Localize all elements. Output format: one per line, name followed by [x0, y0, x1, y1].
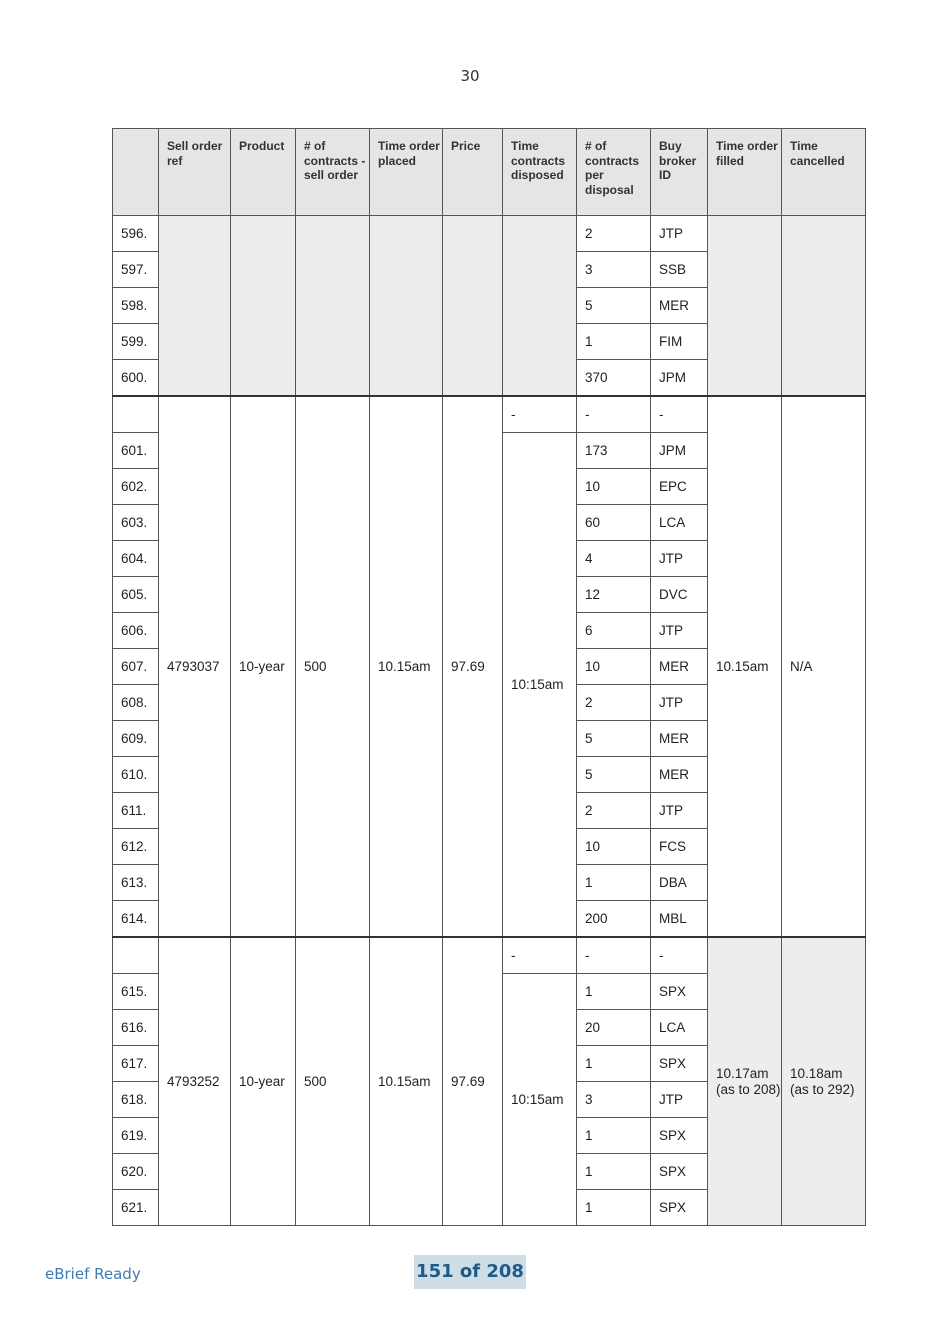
- buy-broker-id: MBL: [651, 901, 708, 938]
- row-number: 605.: [113, 577, 159, 613]
- row-number: 608.: [113, 685, 159, 721]
- row-number: 612.: [113, 829, 159, 865]
- product: 10-year: [231, 396, 296, 937]
- table-row: [113, 216, 866, 252]
- buy-broker-id: JTP: [651, 541, 708, 577]
- row-number: 598.: [113, 288, 159, 324]
- buy-broker-id: JTP: [651, 613, 708, 649]
- row-number: 614.: [113, 901, 159, 938]
- time-filled-value: 10.17am: [716, 1065, 769, 1081]
- contracts-cell: [296, 216, 370, 397]
- contracts-per-disposal: 10: [577, 829, 651, 865]
- product-cell: [231, 216, 296, 397]
- buy-broker-id: LCA: [651, 505, 708, 541]
- contracts-per-disposal: 370: [577, 360, 651, 397]
- header-time-contracts-disposed: Time contracts disposed: [503, 129, 577, 216]
- row-number: [113, 937, 159, 974]
- buy-broker-id: JTP: [651, 793, 708, 829]
- contracts-per-disposal: 10: [577, 649, 651, 685]
- buy-broker-id: EPC: [651, 469, 708, 505]
- time-contracts-disposed: 10:15am: [503, 974, 577, 1226]
- time-order-placed: 10.15am: [370, 396, 443, 937]
- header-buy-broker-id: Buy broker ID: [651, 129, 708, 216]
- row-number: 603.: [113, 505, 159, 541]
- time-order-placed: 10.15am: [370, 937, 443, 1226]
- row-number: 620.: [113, 1154, 159, 1190]
- buy-broker-id: SSB: [651, 252, 708, 288]
- buy-broker-id: MER: [651, 757, 708, 793]
- sell-order-ref: 4793252: [159, 937, 231, 1226]
- contracts-per-disposal: 10: [577, 469, 651, 505]
- row-number: [113, 396, 159, 433]
- sell-order-ref-cell: [159, 216, 231, 397]
- row-number: 596.: [113, 216, 159, 252]
- contracts-per-disposal: 3: [577, 252, 651, 288]
- time-disposed-cell: [503, 216, 577, 397]
- contracts-per-disposal: 1: [577, 1154, 651, 1190]
- contracts-per-disposal: 6: [577, 613, 651, 649]
- product: 10-year: [231, 937, 296, 1226]
- contracts-per-disposal: 2: [577, 216, 651, 252]
- buy-broker-id: -: [651, 396, 708, 433]
- row-number: 604.: [113, 541, 159, 577]
- contracts-per-disposal: 5: [577, 288, 651, 324]
- row-number: 599.: [113, 324, 159, 360]
- row-number: 597.: [113, 252, 159, 288]
- row-number: 615.: [113, 974, 159, 1010]
- buy-broker-id: SPX: [651, 974, 708, 1010]
- buy-broker-id: -: [651, 937, 708, 974]
- row-number: 600.: [113, 360, 159, 397]
- buy-broker-id: JPM: [651, 360, 708, 397]
- buy-broker-id: LCA: [651, 1010, 708, 1046]
- row-number: 611.: [113, 793, 159, 829]
- contracts-per-disposal: 3: [577, 1082, 651, 1118]
- buy-broker-id: FIM: [651, 324, 708, 360]
- header-row-number: [113, 129, 159, 216]
- row-number: 601.: [113, 433, 159, 469]
- buy-broker-id: SPX: [651, 1046, 708, 1082]
- contracts-per-disposal: 173: [577, 433, 651, 469]
- header-product: Product: [231, 129, 296, 216]
- page-number: 30: [460, 67, 480, 85]
- time-cancelled-value: 10.18am: [790, 1065, 843, 1081]
- time-cancelled: [782, 937, 866, 1226]
- time-filled-note: (as to 208): [716, 1081, 781, 1097]
- header-price: Price: [443, 129, 503, 216]
- row-number: 602.: [113, 469, 159, 505]
- buy-broker-id: SPX: [651, 1118, 708, 1154]
- sell-order-row: [113, 396, 866, 433]
- buy-broker-id: SPX: [651, 1154, 708, 1190]
- contracts-per-disposal: 2: [577, 793, 651, 829]
- header-sell-order-ref: Sell order ref: [159, 129, 231, 216]
- time-order-filled: [708, 937, 782, 1226]
- contracts-per-disposal: 1: [577, 1190, 651, 1226]
- time-cancelled: N/A: [782, 396, 866, 937]
- time-placed-cell: [370, 216, 443, 397]
- contracts-per-disposal: -: [577, 396, 651, 433]
- buy-broker-id: MER: [651, 721, 708, 757]
- buy-broker-id: FCS: [651, 829, 708, 865]
- contracts-per-disposal: -: [577, 937, 651, 974]
- buy-broker-id: DVC: [651, 577, 708, 613]
- contracts-per-disposal: 1: [577, 974, 651, 1010]
- buy-broker-id: MER: [651, 288, 708, 324]
- buy-broker-id: JTP: [651, 685, 708, 721]
- time-contracts-disposed: -: [503, 396, 577, 433]
- buy-broker-id: JTP: [651, 216, 708, 252]
- buy-broker-id: JTP: [651, 1082, 708, 1118]
- time-cancelled-note: (as to 292): [790, 1081, 855, 1097]
- sell-order-ref: 4793037: [159, 396, 231, 937]
- contracts-per-disposal: 5: [577, 757, 651, 793]
- buy-broker-id: SPX: [651, 1190, 708, 1226]
- contracts-per-disposal: 1: [577, 1118, 651, 1154]
- page-indicator: 151 of 208: [414, 1255, 526, 1289]
- time-cancelled-cell: [782, 216, 866, 397]
- row-number: 610.: [113, 757, 159, 793]
- buy-broker-id: MER: [651, 649, 708, 685]
- sell-order-row: [113, 937, 866, 974]
- contracts-per-disposal: 200: [577, 901, 651, 938]
- price-cell: [443, 216, 503, 397]
- ebrief-ready-logo: eBrief Ready: [45, 1265, 141, 1283]
- contracts-per-disposal: 5: [577, 721, 651, 757]
- time-contracts-disposed: 10:15am: [503, 433, 577, 938]
- time-contracts-disposed: -: [503, 937, 577, 974]
- contracts-per-disposal: 1: [577, 324, 651, 360]
- time-order-filled: 10.15am: [708, 396, 782, 937]
- row-number: 618.: [113, 1082, 159, 1118]
- buy-broker-id: JPM: [651, 433, 708, 469]
- header-contracts-sell-order: # of contracts - sell order: [296, 129, 370, 216]
- orders-table: [112, 128, 866, 1226]
- row-number: 609.: [113, 721, 159, 757]
- row-number: 617.: [113, 1046, 159, 1082]
- row-number: 616.: [113, 1010, 159, 1046]
- contracts-per-disposal: 1: [577, 1046, 651, 1082]
- price: 97.69: [443, 396, 503, 937]
- header-time-order-filled: Time order filled: [708, 129, 782, 216]
- header-time-order-placed: Time order placed: [370, 129, 443, 216]
- contracts-sell-order: 500: [296, 937, 370, 1226]
- table-header-row: [113, 129, 866, 216]
- row-number: 607.: [113, 649, 159, 685]
- buy-broker-id: DBA: [651, 865, 708, 901]
- contracts-per-disposal: 12: [577, 577, 651, 613]
- contracts-sell-order: 500: [296, 396, 370, 937]
- contracts-per-disposal: 1: [577, 865, 651, 901]
- row-number: 619.: [113, 1118, 159, 1154]
- header-time-cancelled: Time cancelled: [782, 129, 866, 216]
- row-number: 613.: [113, 865, 159, 901]
- price: 97.69: [443, 937, 503, 1226]
- row-number: 621.: [113, 1190, 159, 1226]
- contracts-per-disposal: 20: [577, 1010, 651, 1046]
- contracts-per-disposal: 4: [577, 541, 651, 577]
- contracts-per-disposal: 60: [577, 505, 651, 541]
- contracts-per-disposal: 2: [577, 685, 651, 721]
- row-number: 606.: [113, 613, 159, 649]
- time-filled-cell: [708, 216, 782, 397]
- header-contracts-per-disposal: # of contracts per disposal: [577, 129, 651, 216]
